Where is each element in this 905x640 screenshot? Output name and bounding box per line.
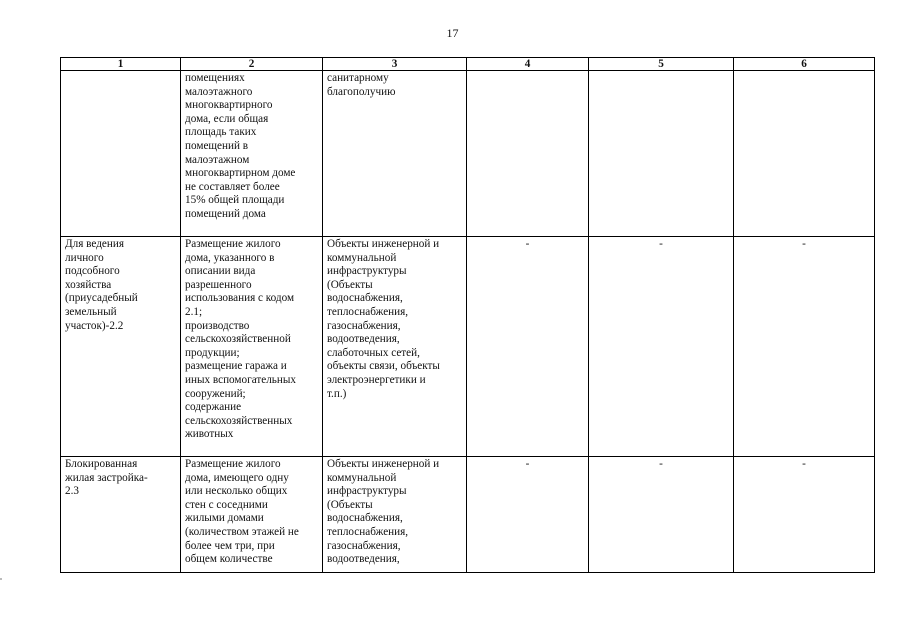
cell-use-type [61,457,181,573]
cell-col6: - [734,457,875,573]
column-header-4: 4 [467,58,589,71]
cell-text: Блокированная жилая застройка- 2.3 [65,458,148,498]
cell-text: санитарному благополучию [327,72,396,98]
column-header-3: 3 [323,58,467,71]
table-row [61,457,875,573]
cell-text: Объекты инженерной и коммунальной инфраструктуры (Объекты водоснабжения, теплоснабжения, газоснабжения, водоотведения, [327,458,440,566]
cell-col4 [467,71,589,237]
table-row [61,71,875,237]
cell-description [181,71,323,237]
header-row [61,58,875,71]
cell-text: Размещение жилого дома, имеющего одну или несколько общих стен с соседними жилыми домами (количеством этажей не более чем три, при общем количестве [185,458,299,566]
cell-text: Размещение жилого дома, указанного в описании вида разрешенного использования с кодом 2.1; производство сельскохозяйственной продукции; размещение гаража и иных вспомогательных сооружений; содержание сельскохозяйственных животных [185,238,297,441]
cell-col6 [734,71,875,237]
cell-text: помещениях малоэтажного многоквартирного дома, если общая площадь таких помещений в малоэтажном многоквартирном доме не составляет более 15% общей площади помещений дома [185,72,296,220]
cell-use-type [61,71,181,237]
column-header-5: 5 [589,58,734,71]
cell-text: Для ведения личного подсобного хозяйства (приусадебный земельный участок)-2.2 [65,238,138,332]
cell-text: Объекты инженерной и коммунальной инфраструктуры (Объекты водоснабжения, теплоснабжения, газоснабжения, водоотведения, слаботочных сетей, объекты связи, объекты электроэнергетики и т.п.) [327,238,440,400]
scan-speck [0,578,2,580]
cell-col5 [589,71,734,237]
land-use-table [60,57,875,573]
cell-col4: - [467,237,589,457]
column-header-2: 2 [181,58,323,71]
cell-col5: - [589,457,734,573]
column-header-6: 6 [734,58,875,71]
cell-col6: - [734,237,875,457]
cell-col4: - [467,457,589,573]
column-header-1: 1 [61,58,181,71]
cell-use-type [61,237,181,457]
cell-auxiliary-uses [323,457,467,573]
table-row [61,237,875,457]
cell-auxiliary-uses [323,71,467,237]
page-number: 17 [446,26,459,40]
cell-description [181,457,323,573]
cell-col5: - [589,237,734,457]
cell-auxiliary-uses [323,237,467,457]
cell-description [181,237,323,457]
